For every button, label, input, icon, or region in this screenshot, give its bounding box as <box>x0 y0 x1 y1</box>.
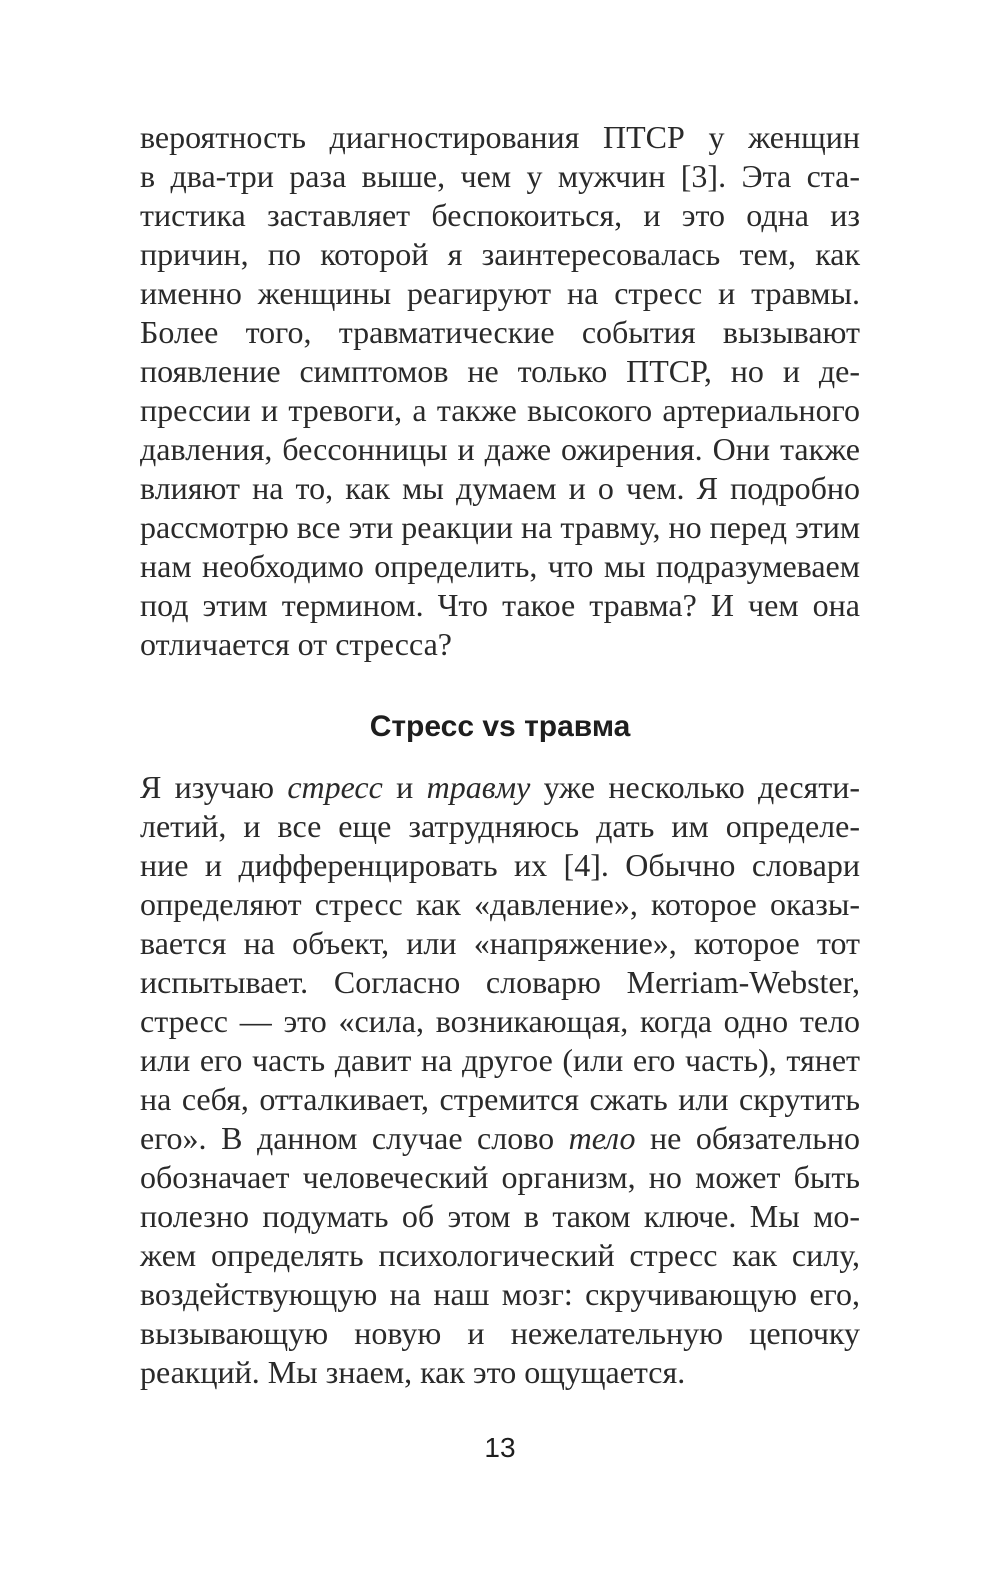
italic-term: стресс <box>287 769 383 805</box>
paragraph-1 <box>140 118 860 664</box>
paragraph-2 <box>140 768 860 1392</box>
text-run: и <box>382 769 427 805</box>
text-line: тистика заставляет беспокоиться, и это одна из <box>140 197 860 233</box>
text-run: его». В данном случае слово <box>140 1120 569 1156</box>
text-line: в два-три раза выше, чем у мужчин [3]. Эта ста- <box>140 158 860 194</box>
text-line: стресс — это «сила, возникающая, когда одно тело <box>140 1003 860 1039</box>
text-line: полезно подумать об этом в таком ключе. Мы мо- <box>140 1198 860 1234</box>
text-line: ние и дифференцировать их [4]. Обычно словари <box>140 847 860 883</box>
text-line: воздействующую на наш мозг: скручивающую его, <box>140 1276 860 1312</box>
text-line: жем определять психологический стресс как силу, <box>140 1237 860 1273</box>
italic-term: травму <box>426 769 531 805</box>
text-line: или его часть давит на другое (или его часть), тянет <box>140 1042 860 1078</box>
text-line: влияют на то, как мы думаем и о чем. Я подробно <box>140 470 860 506</box>
text-line: нам необходимо определить, что мы подразумеваем <box>140 548 860 584</box>
text-line: испытывает. Согласно словарю Merriam-Webster, <box>140 964 860 1000</box>
text-line: рассмотрю все эти реакции на травму, но перед этим <box>140 509 861 545</box>
text-run: не обязательно <box>635 1120 861 1156</box>
text-line: Более того, травматические события вызывают <box>140 314 860 350</box>
italic-term: тело <box>568 1120 636 1156</box>
text-line: отличается от стресса? <box>140 626 452 662</box>
section-heading: Стресс vs травма <box>369 710 631 743</box>
text-line <box>140 1119 860 1158</box>
text-line: появление симптомов не только ПТСР, но и де- <box>140 353 860 389</box>
text-line: обозначает человеческий организм, но может быть <box>140 1159 860 1195</box>
text-line <box>140 768 860 807</box>
text-line: прессии и тревоги, а также высокого артериального <box>140 392 860 428</box>
text-line: причин, по которой я заинтересовалась тем, как <box>140 236 860 272</box>
text-line: давления, бессонницы и даже ожирения. Они также <box>140 431 860 467</box>
text-line: летий, и все еще затрудняюсь дать им определе- <box>140 808 860 844</box>
text-line: вероятность диагностирования ПТСР у женщин <box>140 119 860 155</box>
text-run: уже несколько десяти- <box>530 769 861 805</box>
text-run: Я изучаю <box>140 769 288 805</box>
text-line: вается на объект, или «напряжение», которое тот <box>140 925 860 961</box>
text-line: на себя, отталкивает, стремится сжать или скрутить <box>140 1081 860 1117</box>
text-line: под этим термином. Что такое травма? И чем она <box>140 587 860 623</box>
text-line: реакций. Мы знаем, как это ощущается. <box>140 1354 686 1390</box>
text-line: определяют стресс как «давление», которое оказы- <box>140 886 860 922</box>
text-line: именно женщины реагируют на стресс и травмы. <box>140 275 860 311</box>
page-number: 13 <box>484 1432 516 1463</box>
text-line: вызывающую новую и нежелательную цепочку <box>140 1315 860 1351</box>
